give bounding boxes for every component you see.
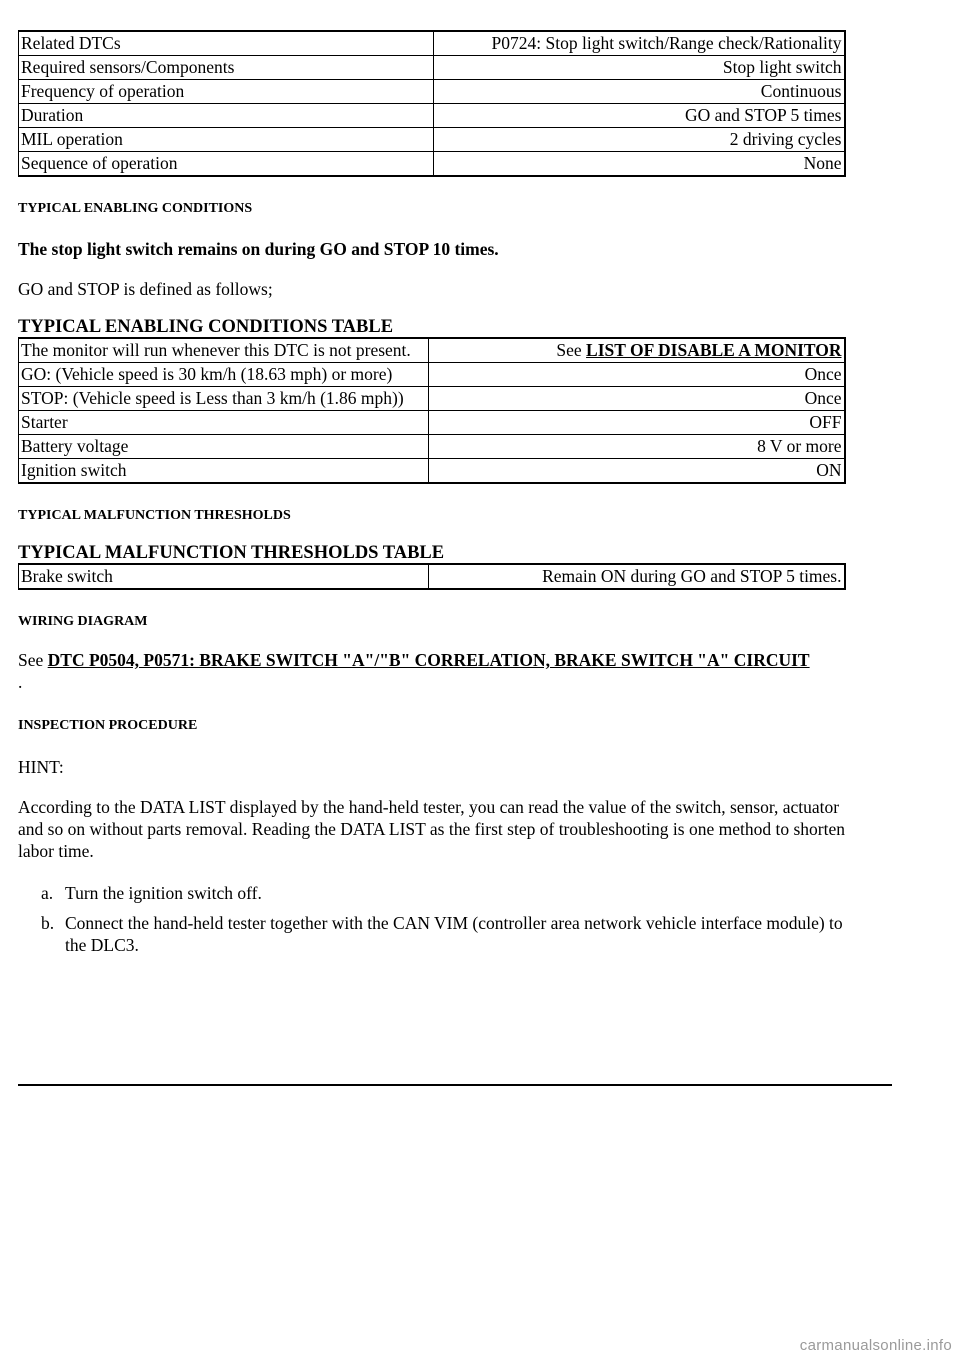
table-row bbox=[19, 435, 845, 459]
row-value: None bbox=[434, 152, 845, 177]
row-value: OFF bbox=[429, 411, 845, 435]
row-label: Duration bbox=[19, 104, 434, 128]
row-label: GO: (Vehicle speed is 30 km/h (18.63 mph) or more) bbox=[19, 363, 429, 387]
dtc-summary-table bbox=[18, 30, 846, 177]
row-label: MIL operation bbox=[19, 128, 434, 152]
disable-monitor-link[interactable]: LIST OF DISABLE A MONITOR bbox=[586, 340, 842, 360]
hint-label: HINT: bbox=[18, 757, 64, 777]
wiring-see-prefix: See bbox=[18, 650, 48, 670]
row-label: Starter bbox=[19, 411, 429, 435]
list-item bbox=[18, 882, 868, 904]
row-value: Once bbox=[429, 363, 845, 387]
wiring-suffix: . bbox=[18, 672, 23, 692]
row-label: STOP: (Vehicle speed is Less than 3 km/h (1.86 mph)) bbox=[19, 387, 429, 411]
row-value: GO and STOP 5 times bbox=[434, 104, 845, 128]
table-row bbox=[19, 128, 845, 152]
document-page bbox=[18, 30, 844, 964]
list-item bbox=[18, 912, 868, 956]
section-heading-malfunction: TYPICAL MALFUNCTION THRESHOLDS bbox=[18, 508, 291, 523]
enabling-statement: The stop light switch remains on during GO and STOP 10 times. bbox=[18, 239, 499, 259]
row-value: Remain ON during GO and STOP 5 times. bbox=[429, 564, 845, 589]
section-heading-inspection: INSPECTION PROCEDURE bbox=[18, 718, 198, 733]
horizontal-divider bbox=[18, 1084, 892, 1086]
row-label: Battery voltage bbox=[19, 435, 429, 459]
malfunction-thresholds-table bbox=[18, 563, 846, 590]
procedure-steps bbox=[18, 882, 868, 956]
wiring-diagram-link[interactable]: DTC P0504, P0571: BRAKE SWITCH "A"/"B" CORRELATION, BRAKE SWITCH "A" CIRCUIT bbox=[47, 650, 810, 670]
section-heading-wiring: WIRING DIAGRAM bbox=[18, 614, 148, 629]
table-row bbox=[19, 387, 845, 411]
table-row bbox=[19, 564, 845, 589]
table-row bbox=[19, 363, 845, 387]
step-marker: a. bbox=[41, 883, 54, 903]
row-label: Brake switch bbox=[19, 564, 429, 589]
row-value: Once bbox=[429, 387, 845, 411]
row-value: 2 driving cycles bbox=[434, 128, 845, 152]
table-row bbox=[19, 338, 845, 363]
row-label: Sequence of operation bbox=[19, 152, 434, 177]
malfunction-table-title: TYPICAL MALFUNCTION THRESHOLDS TABLE bbox=[18, 543, 445, 563]
row-value: 8 V or more bbox=[429, 435, 845, 459]
row-value: Stop light switch bbox=[434, 56, 845, 80]
table-row bbox=[19, 459, 845, 484]
row-label: Ignition switch bbox=[19, 459, 429, 484]
row-value: Continuous bbox=[434, 80, 845, 104]
row-label: Required sensors/Components bbox=[19, 56, 434, 80]
wiring-reference bbox=[18, 649, 818, 693]
enabling-table-title: TYPICAL ENABLING CONDITIONS TABLE bbox=[18, 317, 394, 337]
table-row bbox=[19, 31, 845, 56]
step-marker: b. bbox=[41, 913, 55, 933]
step-text: Turn the ignition switch off. bbox=[65, 883, 262, 903]
footer-watermark: carmanualsonline.info bbox=[799, 1337, 952, 1354]
see-prefix: See bbox=[556, 340, 587, 360]
table-row bbox=[19, 56, 845, 80]
row-label: Related DTCs bbox=[19, 31, 434, 56]
row-label: The monitor will run whenever this DTC is not present. bbox=[19, 338, 429, 363]
hint-text: According to the DATA LIST displayed by the hand-held tester, you can read the value of the switch, sensor, actuator and so on without parts removal. Reading the DATA LIST as the first step of troubleshooting is one method to shorten labor time. bbox=[18, 797, 845, 861]
table-row bbox=[19, 411, 845, 435]
table-row bbox=[19, 104, 845, 128]
row-value: P0724: Stop light switch/Range check/Rationality bbox=[434, 31, 845, 56]
row-value: ON bbox=[429, 459, 845, 484]
step-text: Connect the hand-held tester together with the CAN VIM (controller area network vehicle interface module) to the DLC3. bbox=[65, 913, 843, 955]
table-row bbox=[19, 152, 845, 177]
row-label: Frequency of operation bbox=[19, 80, 434, 104]
section-heading-enabling: TYPICAL ENABLING CONDITIONS bbox=[18, 201, 253, 216]
enabling-conditions-table bbox=[18, 337, 846, 484]
go-stop-definition: GO and STOP is defined as follows; bbox=[18, 279, 273, 299]
row-value bbox=[429, 338, 845, 363]
table-row bbox=[19, 80, 845, 104]
